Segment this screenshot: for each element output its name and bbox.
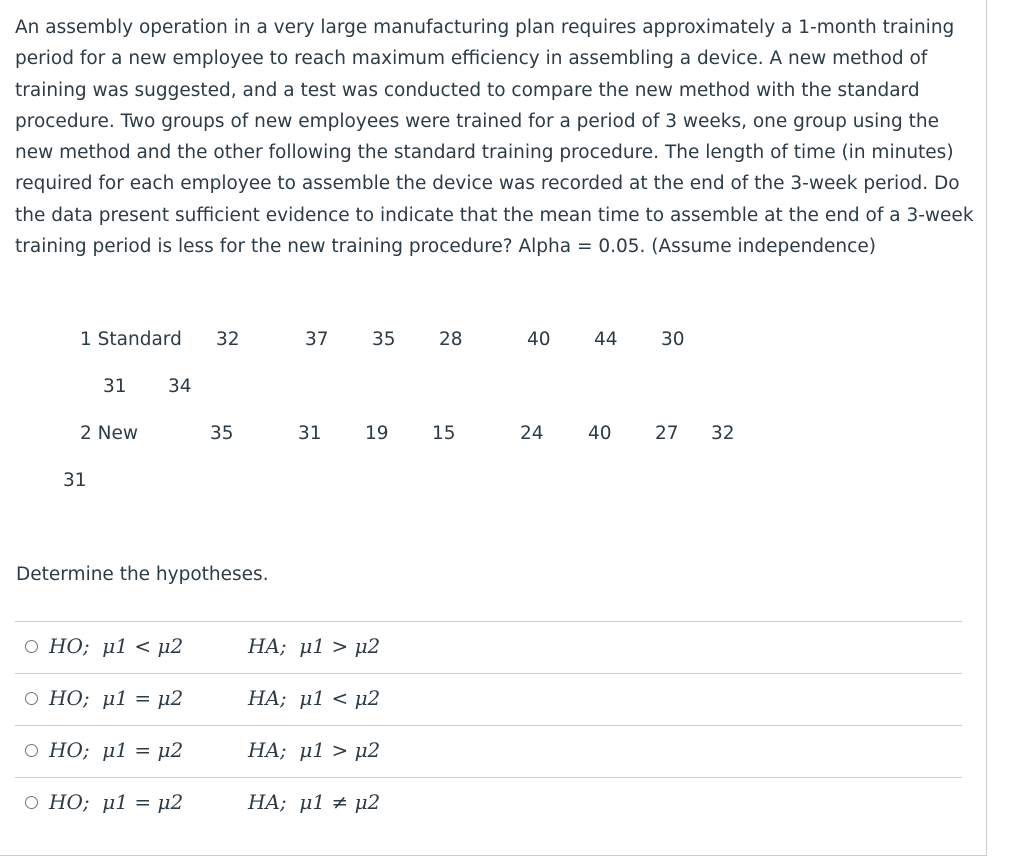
new-value: 40 (588, 423, 612, 444)
ha-operator: < (331, 686, 349, 710)
ha-label: HA; (248, 686, 287, 710)
standard-value: 32 (216, 329, 240, 350)
ha-label: HA; (248, 790, 287, 814)
question-line: training was suggested, and a test was conducted to compare the new method with the standard (15, 79, 920, 101)
radio-button[interactable] (25, 640, 38, 653)
answer-option-3[interactable] (15, 725, 962, 777)
ho-operator: = (134, 686, 152, 710)
ho-left: μ1 (102, 790, 129, 814)
ho-label: HO; (49, 686, 90, 710)
standard-value: 40 (527, 329, 551, 350)
question-line: training period is less for the new training procedure? Alpha = 0.05. (Assume independence) (15, 236, 876, 258)
new-value: 19 (365, 423, 389, 444)
ho-left: μ1 (102, 634, 129, 658)
question-line: procedure. Two groups of new employees were trained for a period of 3 weeks, one group using the (15, 110, 939, 132)
question-line: An assembly operation in a very large manufacturing plan requires approximately a 1-month training (15, 17, 955, 38)
null-hypothesis (49, 632, 183, 660)
new-value: 32 (711, 423, 735, 444)
answer-option-1[interactable] (15, 621, 962, 673)
standard-value: 28 (439, 329, 463, 350)
standard-value: 37 (305, 329, 329, 350)
ho-operator: = (134, 790, 152, 814)
answer-options (15, 621, 962, 829)
ha-left: μ1 (299, 634, 326, 658)
ha-label: HA; (248, 738, 287, 762)
answer-option-2[interactable] (15, 673, 962, 725)
ho-right: μ2 (157, 634, 184, 658)
standard-value: 35 (372, 329, 396, 350)
ho-operator: = (134, 738, 152, 762)
answer-option-4[interactable] (15, 777, 962, 829)
ha-right: μ2 (354, 634, 381, 658)
standard-value: 31 (103, 376, 127, 397)
alternative-hypothesis (248, 788, 380, 816)
ha-operator: > (331, 634, 349, 658)
ha-left: μ1 (299, 790, 326, 814)
question-line: new method and the other following the standard training procedure. The length of time (in minutes) (15, 142, 954, 164)
new-value: 31 (298, 423, 322, 444)
ho-right: μ2 (157, 686, 184, 710)
ha-right: μ2 (354, 790, 381, 814)
new-label: 2 New (80, 423, 139, 444)
question-line: required for each employee to assemble the device was recorded at the end of the 3-week period. Do (15, 173, 960, 195)
ha-right: μ2 (354, 738, 381, 762)
ho-operator: < (134, 634, 152, 658)
radio-button[interactable] (25, 796, 38, 809)
ha-left: μ1 (299, 686, 326, 710)
standard-value: 30 (661, 329, 685, 350)
ho-label: HO; (49, 634, 90, 658)
null-hypothesis (49, 736, 183, 764)
new-value: 15 (432, 423, 456, 444)
ha-left: μ1 (299, 738, 326, 762)
ho-right: μ2 (157, 738, 184, 762)
ho-left: μ1 (102, 686, 129, 710)
radio-button[interactable] (25, 692, 38, 705)
ho-label: HO; (49, 790, 90, 814)
question-line: period for a new employee to reach maximum efficiency in assembling a device. A new method of (15, 48, 928, 70)
alternative-hypothesis (248, 684, 380, 712)
alternative-hypothesis (248, 632, 380, 660)
null-hypothesis (49, 788, 183, 816)
null-hypothesis (49, 684, 183, 712)
new-value: 27 (655, 423, 679, 444)
question-line: the data present sufficient evidence to indicate that the mean time to assemble at the end of a 3-week (15, 204, 974, 226)
prompt-text: Determine the hypotheses. (16, 564, 269, 585)
question-text (15, 12, 975, 262)
standard-value: 44 (594, 329, 618, 350)
ha-operator: ≠ (331, 790, 349, 814)
alternative-hypothesis (248, 736, 380, 764)
ha-label: HA; (248, 634, 287, 658)
radio-button[interactable] (25, 744, 38, 757)
ha-right: μ2 (354, 686, 381, 710)
new-value: 35 (210, 423, 234, 444)
standard-label: 1 Standard (80, 329, 182, 350)
ha-operator: > (331, 738, 349, 762)
new-value: 31 (63, 470, 87, 491)
standard-value: 34 (168, 376, 192, 397)
ho-left: μ1 (102, 738, 129, 762)
new-value: 24 (520, 423, 544, 444)
ho-label: HO; (49, 738, 90, 762)
ho-right: μ2 (157, 790, 184, 814)
